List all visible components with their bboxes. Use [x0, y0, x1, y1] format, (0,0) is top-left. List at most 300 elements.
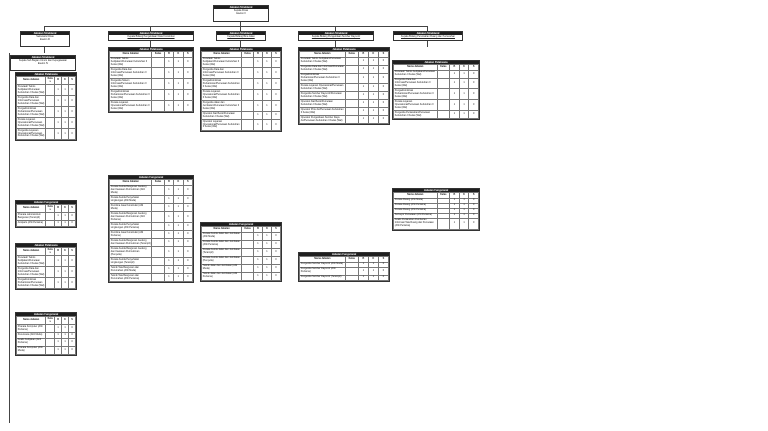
table-col4-fungsional — [392, 188, 480, 231]
cell-name: Pengelola Layanan Operasional/Pemetaan Kebutuhan II Kelas (Wal) — [17, 128, 45, 138]
col-header-s: S — [69, 248, 76, 256]
cell-kelas — [345, 57, 358, 65]
root-name: Kepala Dinas — [233, 9, 249, 13]
cell-k: 1 — [62, 118, 69, 129]
cell-b: 1 — [358, 73, 368, 84]
cell-b: 1 — [450, 78, 460, 89]
col-header-name: Nama Jabatan — [17, 205, 46, 213]
cell-k: 1 — [174, 101, 183, 112]
table-row — [300, 275, 389, 280]
table-row — [17, 338, 76, 346]
table-header-row — [17, 77, 76, 85]
cell-kelas — [152, 196, 164, 204]
cell-b: 1 — [253, 240, 262, 248]
cell-s: 0 — [469, 78, 479, 89]
cell-s: 0 — [271, 90, 280, 101]
cell-k: 1 — [174, 57, 183, 68]
cell-k: 1 — [174, 79, 183, 90]
cell-b: 1 — [164, 223, 173, 231]
cell-kelas — [345, 92, 358, 100]
cell-k: 1 — [174, 185, 183, 196]
col-header-k: K — [459, 65, 469, 70]
cell-b: 1 — [164, 274, 173, 282]
col-header-kelas: Kelas — [152, 52, 164, 57]
cell-s: 0 — [469, 208, 479, 213]
table-row — [110, 258, 193, 266]
head-title: Jabatan Struktural — [394, 32, 462, 35]
cell-k: 1 — [62, 338, 69, 346]
section-title: Jabatan Pelaksana — [16, 244, 76, 247]
col-header-b: B — [55, 77, 62, 85]
cell-k: 1 — [368, 108, 378, 116]
cell-k: 1 — [262, 68, 271, 79]
table-row — [17, 129, 76, 140]
cell-s: 0 — [378, 65, 388, 73]
col-header-b: B — [450, 65, 460, 70]
cell-s: 0 — [183, 57, 192, 68]
cell-name: Penelaah Teknis Kebijakan/Pemetaan Kebutuhan II Kelas (Wal) — [300, 57, 346, 65]
cell-k: 1 — [62, 129, 69, 140]
cell-s: 0 — [69, 278, 76, 289]
cell-name: Penelaah Teknis Kebijakan/Pemetaan Kebutuhan II Kelas (Wal) — [394, 70, 438, 78]
cell-kelas — [242, 120, 254, 131]
col-header-name: Nama Jabatan — [394, 193, 438, 198]
root-node — [213, 5, 269, 22]
cell-b: 1 — [253, 120, 262, 131]
table-row — [110, 57, 193, 68]
cell-k: 1 — [262, 90, 271, 101]
section-title: Jabatan Pelaksana — [16, 73, 76, 76]
cell-kelas — [437, 100, 450, 111]
col-header-s: S — [378, 257, 388, 262]
cell-s: 0 — [469, 111, 479, 119]
cell-s: 0 — [378, 92, 388, 100]
cell-k: 1 — [174, 274, 183, 282]
col-header-name: Nama Jabatan — [202, 227, 242, 232]
cell-k: 1 — [262, 256, 271, 264]
cell-b: 1 — [253, 256, 262, 264]
cell-name: Penelaah Teknis Kebijakan/Pemetaan Kebutuhan II Kelas (Wal) — [17, 256, 45, 265]
cell-b: 1 — [450, 218, 460, 229]
cell-name: Arsiparis (Ahli Pertama) — [17, 221, 46, 226]
cell-kelas — [46, 267, 55, 278]
cell-s: 0 — [378, 84, 388, 92]
cell-b: 1 — [253, 272, 262, 280]
cell-name: Penata Ruang (Ahli Pertama) — [394, 208, 438, 213]
cell-name: Penata Kelola Penyehatan Lingkungan (Terampil) — [110, 258, 152, 266]
cell-kelas — [242, 101, 254, 112]
col-header-s: S — [469, 65, 479, 70]
cell-kelas — [46, 346, 55, 354]
head-name: Kepala Bidang Bina Jalan — [227, 35, 255, 39]
cell-kelas — [152, 185, 164, 196]
fung-table — [393, 192, 479, 229]
cell-kelas — [437, 218, 450, 229]
connector-sec-left — [9, 53, 10, 423]
subbag-title: Jabatan Struktural — [11, 56, 75, 59]
cell-kelas — [152, 266, 164, 274]
cell-name: Penata Layanan Operasional/Pemetaan Kebutuhan II Kelas (Wal) — [202, 90, 242, 101]
cell-b: 1 — [450, 208, 460, 213]
cell-b: 1 — [164, 266, 173, 274]
table-row — [17, 85, 76, 96]
col-header-kelas: Kelas — [47, 77, 53, 83]
cell-s: 0 — [183, 79, 192, 90]
cell-k: 1 — [62, 256, 69, 267]
root-title: Jabatan Struktural — [214, 6, 268, 9]
cell-s: 0 — [271, 256, 280, 264]
cell-kelas — [46, 278, 55, 289]
fung-table — [16, 204, 76, 226]
col-header-b: B — [164, 180, 173, 185]
cell-b: 1 — [358, 275, 368, 280]
cell-b: 1 — [55, 278, 62, 289]
head-node-2 — [216, 31, 266, 41]
cell-k: 1 — [368, 262, 378, 267]
col-header-s: S — [69, 205, 76, 213]
cell-b: 1 — [450, 198, 460, 203]
section-title: Jabatan Fungsional — [16, 201, 76, 204]
cell-kelas — [345, 84, 358, 92]
cell-kelas — [152, 68, 164, 79]
col-header-k: K — [368, 52, 378, 57]
cell-kelas — [242, 248, 254, 256]
cell-name: Pengadministrasi Perkantoran/Pemetaan Kebutuhan II Kelas (Wal) — [110, 90, 152, 101]
cell-kelas — [345, 100, 358, 108]
cell-name: Pengelola Sumber Daya Air/Pemetaan Kebutuhan II Kelas (Wal) — [300, 92, 346, 100]
table-row — [202, 240, 281, 248]
table-row — [202, 120, 281, 131]
col-header-b: B — [55, 248, 62, 256]
col-header-kelas: Kelas — [345, 52, 358, 57]
col-header-k: K — [62, 248, 69, 256]
table-col2-pelaksana — [200, 47, 282, 132]
head-node-4 — [393, 31, 463, 41]
root-grade: Eselon II — [236, 12, 246, 16]
cell-k: 1 — [368, 116, 378, 124]
cell-s: 0 — [183, 223, 192, 231]
table-row — [202, 68, 281, 79]
table-row — [110, 223, 193, 231]
cell-name: Penata Kelola Bangunan Gedung dan Kawasan Permukiman (Ahli Muda) — [110, 185, 152, 196]
head-title: Jabatan Struktural — [217, 32, 265, 35]
col-header-kelas: Kelas — [437, 193, 450, 198]
cell-kelas — [345, 65, 358, 73]
cell-k: 1 — [62, 96, 69, 107]
table-row — [17, 267, 76, 278]
col-header-k: K — [459, 193, 469, 198]
table-row — [110, 247, 193, 258]
col-header-name: Nama Jabatan — [110, 180, 152, 185]
cell-k: 1 — [368, 92, 378, 100]
cell-s: 0 — [271, 272, 280, 280]
col-header-b: B — [358, 52, 368, 57]
cell-kelas — [46, 325, 55, 333]
head-node-1 — [108, 31, 194, 41]
cell-kelas — [242, 232, 254, 240]
cell-s: 0 — [183, 68, 192, 79]
col-header-kelas: Kelas — [47, 317, 53, 323]
cell-b: 1 — [164, 101, 173, 112]
cell-b: 1 — [164, 212, 173, 223]
head-title: Jabatan Struktural — [109, 32, 193, 35]
cell-k: 1 — [62, 325, 69, 333]
cell-k: 1 — [262, 240, 271, 248]
cell-kelas — [437, 70, 450, 78]
cell-k: 1 — [368, 65, 378, 73]
cell-kelas — [242, 264, 254, 272]
cell-b: 1 — [253, 264, 262, 272]
cell-b: 1 — [55, 107, 62, 118]
table-col1-fungsional — [108, 175, 194, 283]
fung-table — [16, 316, 76, 354]
cell-name: Penata Layanan Operasional/Pemetaan Kebutuhan II Kelas (Wal) — [394, 100, 438, 111]
cell-b: 1 — [164, 258, 173, 266]
col-header-b: B — [55, 317, 62, 325]
cell-s: 0 — [271, 68, 280, 79]
table-row — [394, 89, 479, 100]
cell-kelas — [46, 118, 55, 129]
table-row — [110, 204, 193, 212]
head-name: Kepala Bidang Pengelolaan Sumber Daya Air — [311, 35, 361, 39]
cell-b: 1 — [55, 338, 62, 346]
cell-kelas — [152, 239, 164, 247]
col-header-s: S — [183, 180, 192, 185]
cell-name: Pengelola Data dan Informasi/Pemetaan Kebutuhan II Kelas (Wal) — [110, 68, 152, 79]
cell-b: 1 — [55, 333, 62, 338]
cell-b: 1 — [450, 89, 460, 100]
cell-s: 0 — [378, 262, 388, 267]
cell-s: 0 — [271, 240, 280, 248]
cell-name: Pengelola Sistem Informasi/Pemetaan Kebutuhan II Kelas (Wal) — [110, 79, 152, 90]
cell-s: 0 — [271, 248, 280, 256]
cell-k: 1 — [62, 213, 69, 221]
cell-name: Analis Kebijakan (Ahli Pertama) — [17, 338, 46, 346]
cell-k: 1 — [62, 221, 69, 226]
fung-table — [299, 256, 389, 280]
table-row — [202, 248, 281, 256]
cell-s: 0 — [183, 247, 192, 258]
cell-k: 1 — [262, 264, 271, 272]
cell-b: 1 — [253, 79, 262, 90]
col-header-s: S — [183, 52, 192, 57]
cell-kelas — [152, 231, 164, 239]
cell-s: 0 — [69, 96, 76, 107]
col-header-kelas: Kelas — [47, 248, 53, 254]
table-row — [110, 79, 193, 90]
table-subbag-fungsional — [15, 312, 77, 356]
table-row — [17, 221, 76, 226]
cell-s: 0 — [69, 325, 76, 333]
cell-k: 1 — [459, 100, 469, 111]
cell-s: 0 — [271, 101, 280, 112]
cell-s: 0 — [271, 232, 280, 240]
cell-kelas — [46, 338, 55, 346]
table-row — [110, 68, 193, 79]
cell-s: 0 — [469, 203, 479, 208]
cell-s: 0 — [271, 57, 280, 68]
cell-k: 1 — [368, 275, 378, 280]
cell-k: 1 — [174, 231, 183, 239]
cell-name: Pengelola Data dan Informasi/Pemetaan Kebutuhan II Kelas (Wal) — [17, 266, 45, 276]
cell-k: 1 — [262, 248, 271, 256]
cell-b: 1 — [253, 248, 262, 256]
cell-k: 1 — [459, 78, 469, 89]
cell-k: 1 — [459, 198, 469, 203]
cell-s: 0 — [183, 90, 192, 101]
head-name: Kepala Bidang Pengelolaan Data Konstruksi — [127, 35, 175, 39]
cell-k: 1 — [459, 218, 469, 229]
cell-k: 1 — [62, 333, 69, 338]
fung-table — [109, 179, 193, 282]
table-row — [110, 90, 193, 101]
cell-s: 0 — [469, 70, 479, 78]
cell-name: Penata Kelola Penyehatan Lingkungan (Ahli Muda) — [110, 196, 152, 204]
cell-b: 1 — [164, 239, 173, 247]
col-header-s: S — [69, 317, 76, 325]
col-header-name: Nama Jabatan — [17, 77, 46, 85]
secretary-title: Jabatan Struktural — [21, 32, 69, 35]
table-secretariat-pelaksana — [15, 72, 77, 141]
secretary-node — [20, 31, 70, 47]
cell-kelas — [152, 204, 164, 212]
table-col2-fungsional — [200, 222, 282, 282]
pel-table — [201, 51, 281, 131]
cell-name: Pengelola Data dan Informasi/Pemetaan Kebutuhan II Kelas (Wal) — [300, 65, 344, 71]
cell-name: Operator Alat Berat/Pemetaan Kebutuhan II Kelas (Wal) — [300, 100, 346, 108]
cell-kelas — [152, 90, 164, 101]
cell-s: 0 — [69, 346, 76, 354]
cell-b: 1 — [253, 68, 262, 79]
cell-k: 1 — [174, 223, 183, 231]
cell-kelas — [152, 258, 164, 266]
cell-k: 1 — [174, 212, 183, 223]
cell-s: 0 — [271, 264, 280, 272]
table-row — [17, 346, 76, 354]
cell-s: 0 — [69, 107, 76, 118]
cell-s: 0 — [69, 267, 76, 278]
cell-s: 0 — [183, 231, 192, 239]
col-header-name: Nama Jabatan — [394, 65, 438, 70]
cell-b: 1 — [253, 112, 262, 120]
cell-kelas — [46, 213, 55, 221]
table-header-row — [17, 317, 76, 325]
cell-k: 1 — [368, 84, 378, 92]
col-header-b: B — [253, 227, 262, 232]
cell-kelas — [152, 274, 164, 282]
cell-k: 1 — [174, 266, 183, 274]
col-header-kelas: Kelas — [242, 227, 254, 232]
col-header-s: S — [69, 77, 76, 85]
table-row — [110, 185, 193, 196]
cell-kelas — [242, 112, 254, 120]
cell-b: 1 — [450, 100, 460, 111]
cell-kelas — [46, 96, 55, 107]
cell-name: Teknik Tata Bangunan dan Perumahan (Ahli Pertama) — [110, 274, 152, 282]
cell-name: Penelaah Teknis Kebijakan/Pemetaan Kebutuhan II Kelas (Wal) — [202, 57, 242, 68]
table-row — [300, 92, 389, 100]
table-row — [17, 118, 76, 129]
cell-k: 1 — [62, 267, 69, 278]
cell-k: 1 — [174, 239, 183, 247]
cell-name: Pengelola Sumber Daya Air (Terampil) — [300, 275, 346, 280]
fung-table — [201, 226, 281, 280]
cell-s: 0 — [469, 198, 479, 203]
cell-name: Analis Pertanahan Pemberian Informasi Tata Ruang dan Pemetaan (Ahli Pertama) — [394, 218, 438, 229]
table-row — [202, 272, 281, 280]
cell-k: 1 — [174, 204, 183, 212]
table-row — [17, 96, 76, 107]
table-header-row — [17, 205, 76, 213]
cell-s: 0 — [378, 275, 388, 280]
col-header-b: B — [358, 257, 368, 262]
cell-k: 1 — [262, 272, 271, 280]
cell-k: 1 — [368, 100, 378, 108]
cell-k: 1 — [459, 89, 469, 100]
cell-k: 1 — [262, 101, 271, 112]
col-header-name: Nama Jabatan — [300, 52, 346, 57]
cell-kelas — [242, 256, 254, 264]
connector-horizontal — [44, 26, 427, 27]
cell-b: 1 — [55, 325, 62, 333]
cell-k: 1 — [459, 208, 469, 213]
table-row — [17, 325, 76, 333]
table-row — [394, 218, 479, 229]
cell-kelas — [345, 275, 358, 280]
cell-b: 1 — [55, 256, 62, 267]
cell-b: 1 — [55, 267, 62, 278]
cell-s: 0 — [271, 112, 280, 120]
cell-s: 0 — [183, 185, 192, 196]
col-header-kelas: Kelas — [242, 52, 254, 57]
cell-s: 0 — [69, 333, 76, 338]
cell-s: 0 — [69, 221, 76, 226]
col-header-kelas: Kelas — [437, 65, 450, 70]
col-header-k: K — [174, 180, 183, 185]
cell-name: Teknik Tata Bangunan dan Perumahan (Ahli Muda) — [110, 266, 152, 274]
table-row — [202, 90, 281, 101]
cell-b: 1 — [164, 79, 173, 90]
table-row — [202, 264, 281, 272]
cell-name: Operator Layanan Operasional/Pemetaan Kebutuhan II Kelas (Wal) — [202, 120, 242, 131]
cell-kelas — [152, 79, 164, 90]
cell-s: 0 — [378, 116, 388, 124]
cell-name: Pengadministrasi Perkantoran/Pemetaan Kebutuhan II Kelas (Wal) — [300, 73, 346, 84]
cell-name: Pranata Laboratorium Bangunan (Terampil) — [17, 213, 46, 221]
cell-b: 1 — [253, 57, 262, 68]
cell-b: 1 — [358, 116, 368, 124]
table-col3-fungsional — [298, 252, 390, 282]
table-row — [300, 65, 389, 73]
cell-s: 0 — [183, 196, 192, 204]
section-title: Jabatan Fungsional — [299, 253, 389, 256]
cell-k: 1 — [174, 247, 183, 258]
col-header-name: Nama Jabatan — [17, 317, 46, 325]
cell-s: 0 — [69, 338, 76, 346]
col-header-k: K — [262, 227, 271, 232]
cell-name: Pengelola Data dan Informasi/Pemetaan Kebutuhan II Kelas (Wal) — [17, 95, 45, 105]
table-row — [110, 196, 193, 204]
cell-name: Pranata Komputer (Ahli Muda) — [17, 346, 46, 354]
table-row — [202, 112, 281, 120]
cell-b: 1 — [164, 196, 173, 204]
table-row — [300, 100, 389, 108]
col-header-k: K — [62, 317, 69, 325]
cell-name: Surveyor Pemetaan (Ahli Pertama) — [394, 213, 438, 218]
cell-k: 1 — [174, 90, 183, 101]
cell-b: 1 — [164, 231, 173, 239]
cell-b: 1 — [55, 213, 62, 221]
